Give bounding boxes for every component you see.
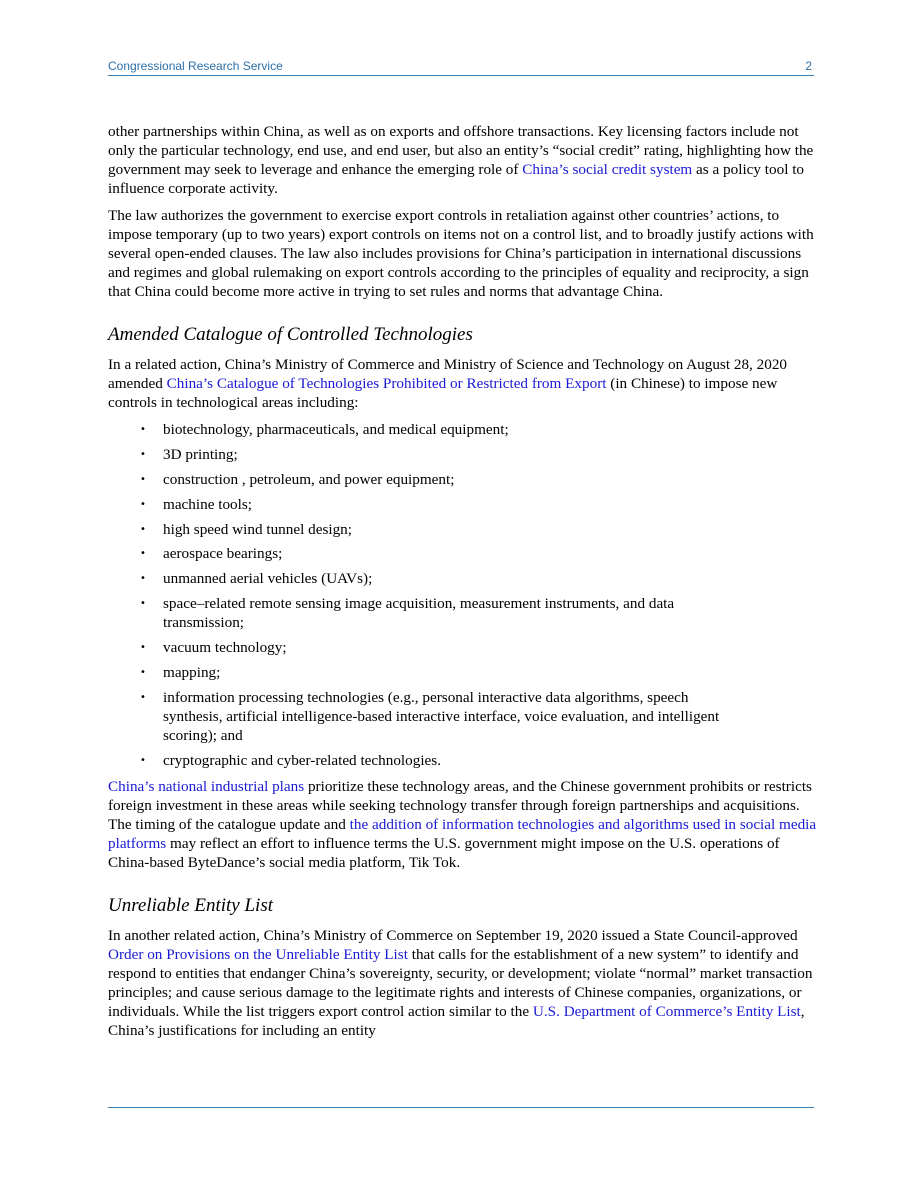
list-item	[108, 688, 743, 745]
running-header	[108, 58, 814, 76]
link-entity-list[interactable]: U.S. Department of Commerce’s Entity List	[532, 1002, 801, 1020]
list-item	[108, 569, 743, 588]
link-catalogue[interactable]: China’s Catalogue of Technologies Prohibited or Restricted from Export	[166, 375, 607, 392]
bullet-icon: •	[140, 424, 146, 435]
bullet-icon: •	[140, 448, 146, 460]
list-item-text: machine tools;	[163, 495, 252, 513]
text-run: that calls for the establishment of a new system” to identify and respond to entities that endanger China’s sovereignty, security, or development; violate “normal” market transaction principles; and cause serious damage to the legitimate rights and interests of Chinese companies, organizations, or individuals. While the list triggers export control action similar to the	[108, 945, 813, 1020]
list-item	[108, 544, 743, 563]
link-social-credit[interactable]: China’s social credit system	[522, 161, 693, 178]
document-body	[108, 122, 818, 1048]
section-heading-catalogue: Amended Catalogue of Controlled Technologies	[108, 324, 473, 345]
paragraph-unreliable-entity	[108, 926, 818, 1040]
list-item-text: 3D printing;	[163, 445, 238, 463]
list-item-text: biotechnology, pharmaceuticals, and medical equipment;	[163, 421, 509, 438]
list-item	[108, 420, 743, 439]
link-industrial-plans[interactable]: China’s national industrial plans	[108, 777, 305, 795]
header-org: Congressional Research Service	[108, 59, 283, 73]
text-run: (in Chinese) to impose new controls in technological areas including:	[108, 375, 778, 411]
bullet-icon: •	[140, 754, 146, 766]
bullet-icon: •	[140, 642, 146, 654]
text-run: , China’s justifications for including an entity	[108, 1002, 805, 1039]
list-item-text: construction , petroleum, and power equipment;	[163, 470, 455, 488]
list-item	[108, 663, 743, 682]
text-run: may reflect an effort to influence terms the U.S. government might impose on the U.S. operations of China-based ByteDance’s social media platform, Tik Tok.	[108, 834, 780, 871]
section-heading-unreliable-entity: Unreliable Entity List	[108, 894, 274, 916]
list-item-text: cryptographic and cyber-related technologies.	[163, 751, 442, 769]
bullet-icon: •	[140, 573, 146, 585]
paragraph-authorization: The law authorizes the government to exercise export controls in retaliation against other countries’ actions, to impose temporary (up to two years) export controls on items not on a control list, and to broadly justify actions with several open-ended clauses. The law also includes provisions for China’s participation in international discussions and regimes and global rulemaking on export controls according to the principles of equality and reciprocity, a sign that China could become more active in trying to set rules and norms that advantage China.	[108, 207, 814, 300]
text-run: prioritize these technology areas, and the Chinese government prohibits or restricts foreign investment in these areas while seeking technology transfer through foreign partnerships and acquisitions. The timing of the catalogue update and	[108, 777, 812, 833]
text-run: In a related action, China’s Ministry of Commerce and Ministry of Science and Technology on August 28, 2020 amended	[108, 356, 788, 392]
list-item	[108, 495, 743, 514]
list-item-text: vacuum technology;	[163, 639, 287, 657]
bullet-icon: •	[140, 523, 146, 535]
text-run: as a policy tool to influence corporate activity.	[108, 161, 805, 197]
list-item	[108, 520, 743, 539]
link-social-media-algorithms[interactable]: the addition of information technologies and algorithms used in social media platforms	[108, 815, 817, 852]
page-number: 2	[805, 59, 812, 73]
list-item	[108, 594, 743, 632]
text-run: In another related action, China’s Ministry of Commerce on September 19, 2020 issued a State Council-approved	[108, 926, 798, 944]
bullet-icon: •	[140, 598, 146, 610]
paragraph-catalogue	[108, 355, 818, 412]
bullet-icon: •	[140, 667, 146, 679]
technology-list	[108, 420, 818, 770]
list-item	[108, 445, 743, 464]
list-item-text: space–related remote sensing image acquisition, measurement instruments, and data transmission;	[163, 595, 675, 632]
bullet-icon: •	[140, 473, 146, 485]
list-item	[108, 751, 743, 770]
text-run: other partnerships within China, as well as on exports and offshore transactions. Key licensing factors include not only the particular technology, end use, and end user, but also an entity’s “social credit” rating, highlighting how the government may seek to leverage and enhance the emerging role of	[108, 123, 814, 178]
list-item	[108, 470, 743, 489]
list-item	[108, 638, 743, 657]
list-item-text: aerospace bearings;	[163, 545, 283, 563]
link-unreliable-entity-order[interactable]: Order on Provisions on the Unreliable Entity List	[108, 945, 408, 963]
list-item-text: mapping;	[163, 664, 221, 682]
list-item-text: unmanned aerial vehicles (UAVs);	[163, 570, 373, 588]
paragraph-licensing	[108, 122, 818, 198]
list-item-text: information processing technologies (e.g., personal interactive data algorithms, speech synthesis, artificial intelligence-based interactive interface, voice evaluation, and intelligent scoring); and	[163, 688, 720, 744]
bullet-icon: •	[140, 498, 146, 510]
paragraph-industrial-plans	[108, 777, 818, 872]
footer-rule	[108, 1107, 814, 1108]
bullet-icon: •	[140, 548, 146, 560]
bullet-icon: •	[140, 691, 146, 703]
list-item-text: high speed wind tunnel design;	[163, 520, 352, 538]
